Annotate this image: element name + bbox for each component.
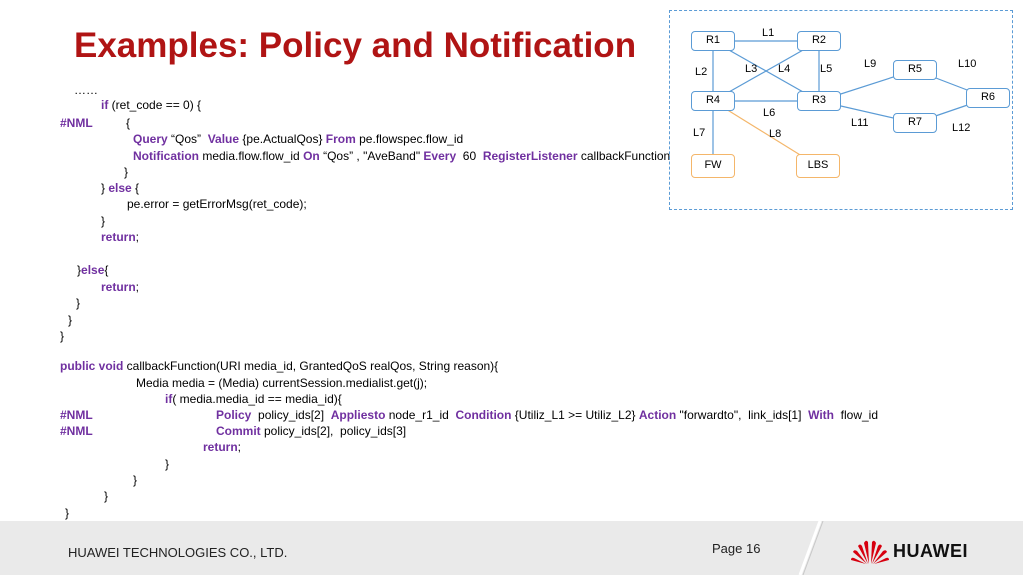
code-text: (ret_code == 0) { bbox=[108, 98, 202, 112]
code-keyword: Every bbox=[423, 149, 457, 163]
code-line bbox=[60, 408, 93, 423]
node-r5: R5 bbox=[893, 60, 937, 80]
footer-company: HUAWEI TECHNOLOGIES CO., LTD. bbox=[68, 545, 288, 560]
link-label-l3: L3 bbox=[745, 63, 758, 75]
code-keyword: Condition bbox=[455, 408, 512, 422]
code-keyword: With bbox=[808, 408, 834, 422]
code-text: callbackFunction bbox=[577, 149, 671, 163]
page-number: Page 16 bbox=[712, 541, 761, 556]
code-keyword: return bbox=[101, 280, 136, 294]
code-line bbox=[76, 296, 80, 311]
node-r3: R3 bbox=[797, 91, 841, 111]
code-text: "forwardto", link_ids[1] bbox=[676, 408, 809, 422]
huawei-logo-text: HUAWEI bbox=[893, 541, 968, 561]
code-text: node_r1_id bbox=[385, 408, 456, 422]
code-line bbox=[60, 359, 498, 374]
link-label-l2: L2 bbox=[695, 66, 708, 78]
code-text: {Utiliz_L1 >= Utiliz_L2} bbox=[511, 408, 639, 422]
code-text: callbackFunction(URI media_id, GrantedQoS realQos, String reason){ bbox=[123, 359, 499, 373]
code-line bbox=[165, 392, 342, 407]
code-text: } bbox=[76, 296, 81, 310]
link-label-l4: L4 bbox=[778, 63, 791, 75]
code-keyword: #NML bbox=[60, 408, 93, 422]
link-label-l6: L6 bbox=[763, 107, 776, 119]
node-r1: R1 bbox=[691, 31, 735, 51]
code-line bbox=[77, 263, 108, 278]
code-text: } bbox=[124, 165, 129, 179]
node-lbs: LBS bbox=[796, 154, 840, 178]
code-text: media.flow.flow_id bbox=[199, 149, 304, 163]
node-r6: R6 bbox=[966, 88, 1010, 108]
code-text: Media media = (Media) currentSession.medialist.get(j); bbox=[136, 376, 428, 390]
link-label-l5: L5 bbox=[820, 63, 833, 75]
node-fw: FW bbox=[691, 154, 735, 178]
code-line bbox=[165, 457, 169, 472]
code-keyword: From bbox=[325, 132, 356, 146]
code-keyword: if bbox=[165, 392, 173, 406]
code-text: “Qos” , "AveBand" bbox=[319, 149, 424, 163]
code-text: ; bbox=[135, 230, 140, 244]
code-text: …… bbox=[74, 83, 98, 97]
code-keyword: if bbox=[101, 98, 109, 112]
code-text: { bbox=[104, 263, 109, 277]
code-keyword: else bbox=[108, 181, 132, 195]
code-keyword: Value bbox=[207, 132, 240, 146]
link-label-l10: L10 bbox=[958, 58, 977, 70]
code-line bbox=[136, 376, 427, 391]
link-label-l11: L11 bbox=[851, 117, 869, 129]
code-text: pe.error = getErrorMsg(ret_code); bbox=[127, 197, 307, 211]
code-text: } bbox=[133, 473, 138, 487]
code-text: policy_ids[2], policy_ids[3] bbox=[260, 424, 407, 438]
code-text: } bbox=[60, 329, 65, 343]
code-text: } bbox=[77, 263, 82, 277]
code-text: “Qos” bbox=[167, 132, 208, 146]
code-line bbox=[101, 280, 139, 295]
footer-divider-slash bbox=[790, 521, 830, 575]
code-text: } bbox=[101, 181, 109, 195]
code-line bbox=[60, 424, 93, 439]
code-text: 60 bbox=[456, 149, 483, 163]
code-keyword: Appliesto bbox=[330, 408, 386, 422]
code-line bbox=[101, 230, 139, 245]
page-title: Examples: Policy and Notification bbox=[74, 26, 637, 65]
code-keyword: else bbox=[81, 263, 105, 277]
code-line bbox=[216, 424, 406, 439]
code-keyword: Commit bbox=[216, 424, 261, 438]
code-line bbox=[68, 313, 72, 328]
code-keyword: On bbox=[303, 149, 320, 163]
code-keyword: public void bbox=[60, 359, 124, 373]
code-text: ; bbox=[237, 440, 242, 454]
code-line bbox=[65, 506, 69, 521]
code-keyword: Query bbox=[133, 132, 168, 146]
code-keyword: #NML bbox=[60, 116, 93, 130]
node-r2: R2 bbox=[797, 31, 841, 51]
node-r7: R7 bbox=[893, 113, 937, 133]
link-label-l7: L7 bbox=[693, 127, 706, 139]
code-text: } bbox=[65, 506, 70, 520]
code-keyword: Policy bbox=[216, 408, 252, 422]
code-keyword: RegisterListener bbox=[482, 149, 578, 163]
topology-links bbox=[0, 0, 1023, 220]
code-keyword: #NML bbox=[60, 424, 93, 438]
code-line bbox=[133, 473, 137, 488]
code-text: ( media.media_id == media_id){ bbox=[172, 392, 342, 406]
code-text: ; bbox=[135, 280, 140, 294]
code-text: } bbox=[101, 214, 106, 228]
code-text: {pe.ActualQos} bbox=[239, 132, 326, 146]
code-text: { bbox=[126, 116, 131, 130]
code-line bbox=[60, 329, 64, 344]
code-keyword: return bbox=[203, 440, 238, 454]
node-r4: R4 bbox=[691, 91, 735, 111]
code-line bbox=[203, 440, 241, 455]
link-label-l12: L12 bbox=[952, 122, 971, 134]
code-keyword: return bbox=[101, 230, 136, 244]
link-label-l1: L1 bbox=[762, 27, 775, 39]
code-text: pe.flowspec.flow_id bbox=[355, 132, 464, 146]
code-text: { bbox=[131, 181, 140, 195]
link-label-l9: L9 bbox=[864, 58, 877, 70]
code-text: flow_id bbox=[834, 408, 879, 422]
code-text: } bbox=[104, 489, 109, 503]
code-keyword: Notification bbox=[133, 149, 199, 163]
code-line bbox=[104, 489, 108, 504]
code-text: } bbox=[68, 313, 73, 327]
code-text: } bbox=[165, 457, 170, 471]
huawei-logo-icon bbox=[850, 539, 890, 565]
code-keyword: Action bbox=[638, 408, 677, 422]
code-line bbox=[216, 408, 878, 423]
code-text: policy_ids[2] bbox=[251, 408, 331, 422]
link-label-l8: L8 bbox=[769, 128, 782, 140]
